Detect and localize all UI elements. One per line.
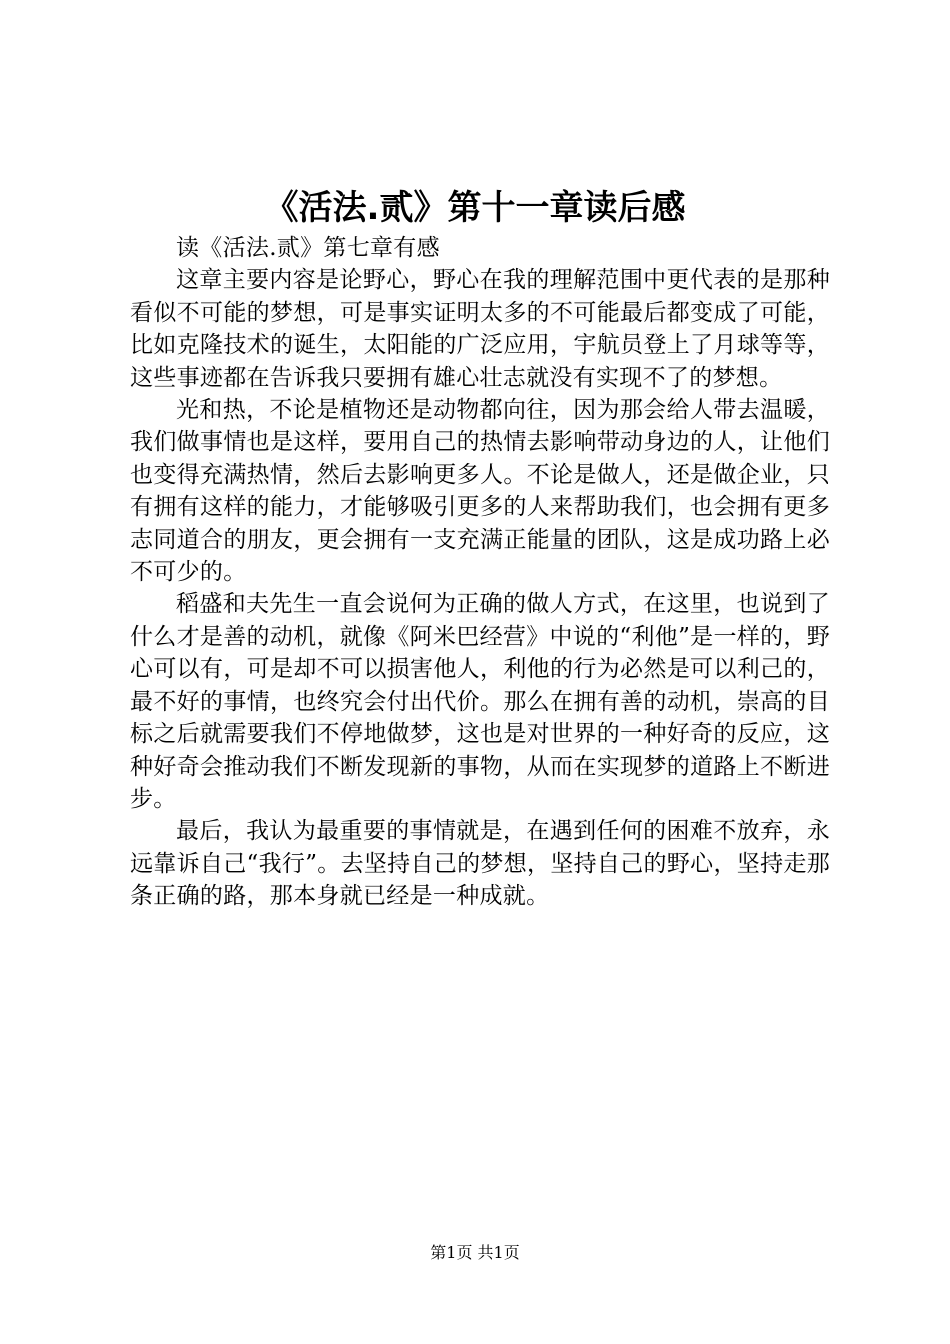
page-footer: 第1页 共1页 [430, 1243, 520, 1262]
document-body [130, 232, 830, 913]
body-paragraph: 这章主要内容是论野心，野心在我的理解范围中更代表的是那种看似不可能的梦想，可是事实证明太多的不可能最后都变成了可能，比如克隆技术的诞生，太阳能的广泛应用，宇航员登上了月球等等，这些事迹都在告诉我只要拥有雄心壮志就没有实现不了的梦想。 [130, 267, 830, 391]
subtitle-paragraph: 读《活法.贰》第七章有感 [176, 235, 440, 261]
body-paragraph: 光和热，不论是植物还是动物都向往，因为那会给人带去温暖，我们做事情也是这样，要用自己的热情去影响带动身边的人，让他们也变得充满热情，然后去影响更多人。不论是做人，还是做企业，只有拥有这样的能力，才能够吸引更多的人来帮助我们，也会拥有更多志同道合的朋友，更会拥有一支充满正能量的团队，这是成功路上必不可少的。 [130, 397, 830, 586]
body-paragraph: 稻盛和夫先生一直会说何为正确的做人方式，在这里，也说到了什么才是善的动机，就像《阿米巴经营》中说的“利他”是一样的，野心可以有，可是却不可以损害他人，利他的行为必然是可以利己的，最不好的事情，也终究会付出代价。那么在拥有善的动机，崇高的目标之后就需要我们不停地做梦，这也是对世界的一种好奇的反应，这种好奇会推动我们不断发现新的事物，从而在实现梦的道路上不断进步。 [130, 591, 830, 812]
body-paragraph: 最后，我认为最重要的事情就是，在遇到任何的困难不放弃，永远靠诉自己“我行”。去坚持自己的梦想，坚持自己的野心，坚持走那条正确的路，那本身就已经是一种成就。 [130, 818, 830, 910]
document-title: 《活法.贰》第十一章读后感 [264, 188, 686, 228]
